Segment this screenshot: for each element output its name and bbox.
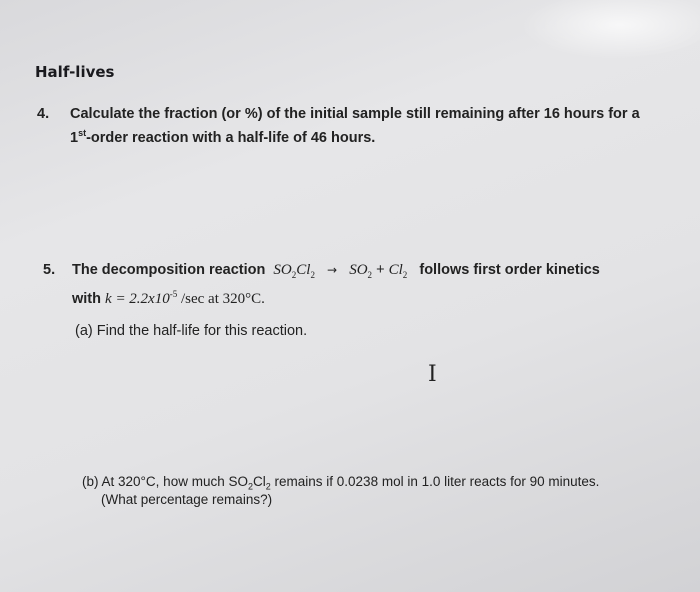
section-heading: Half-lives — [35, 63, 115, 81]
reactant-formula: $SO_2Cl_2$ — [273, 262, 315, 280]
part-b-line-1: (b) At 320°C, how much $SO_2Cl_2$ remains if 0.0238 mol in 1.0 liter reacts for 90 minutes. — [82, 474, 600, 492]
ordinal-number: 1 — [70, 129, 79, 146]
product-1-formula: $SO_2$ — [349, 262, 373, 280]
plus-sign: + — [376, 262, 385, 278]
part-a-text: (a) Find the half-life for this reaction. — [75, 323, 308, 339]
question-5-line-1 — [72, 261, 600, 285]
question-4-number: 4. — [37, 106, 50, 122]
question-5-tail: follows first order kinetics — [419, 262, 600, 278]
question-5-intro: The decomposition reaction — [72, 262, 266, 278]
light-glare — [520, 0, 700, 60]
with-label: with — [72, 291, 101, 307]
question-4-line-1: Calculate the fraction (or %) of the initial sample still remaining after 16 hours for a — [70, 106, 640, 122]
product-2-formula: $Cl_2$ — [388, 262, 408, 280]
reaction-arrow: → — [327, 263, 338, 277]
ordinal-suffix: st — [78, 128, 87, 138]
rate-constant: $k = 2.2x10^{-5}$ /sec at 320°C. — [105, 289, 265, 307]
question-4-line-2 — [70, 124, 375, 148]
question-5-number: 5. — [43, 262, 56, 278]
part-b-line-2: (What percentage remains?) — [101, 492, 273, 507]
question-5-line-2 — [72, 285, 265, 309]
text-cursor-icon: I — [428, 362, 437, 387]
question-4-line-2-text: -order reaction with a half-life of 46 hours. — [86, 129, 376, 146]
